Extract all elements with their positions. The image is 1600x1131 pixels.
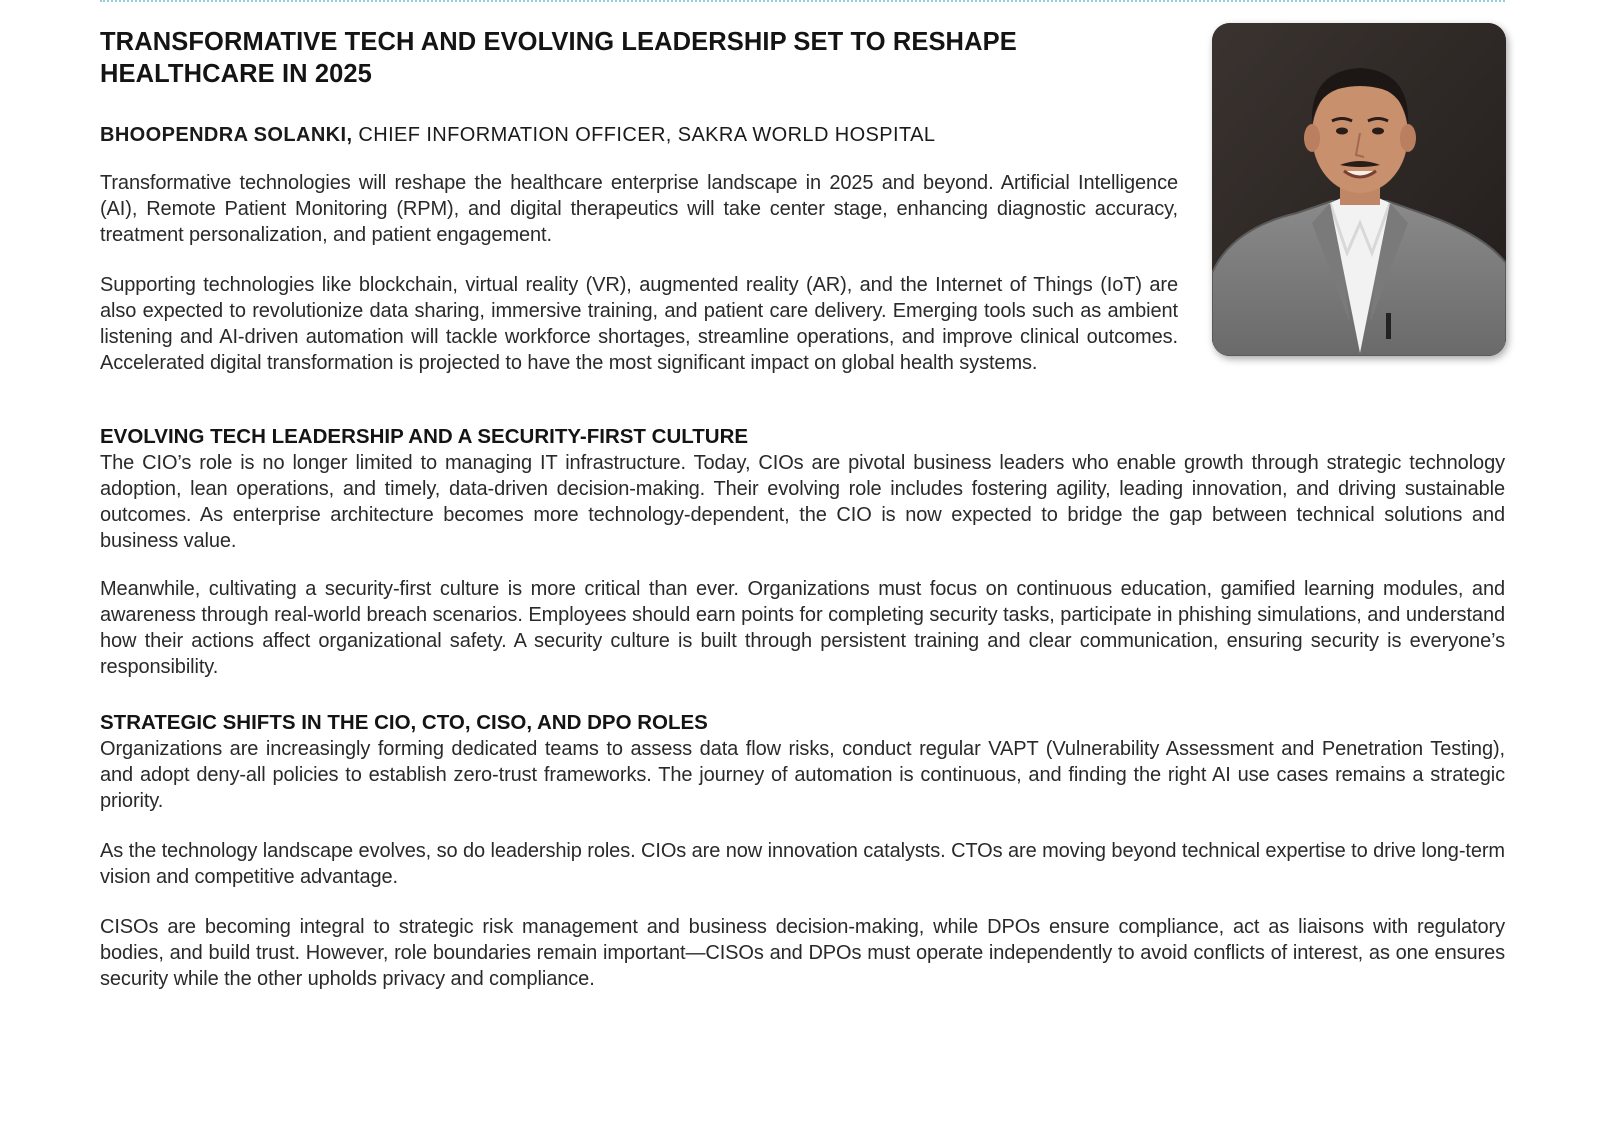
leadership-paragraph-1: The CIO’s role is no longer limited to managing IT infrastructure. Today, CIOs are pivotal business leaders who enable growth through strategic technology adoption, lean operations, and timely, data-driven decision-making. Their evolving role includes fostering agility, leading innovation, and driving sustainable outcomes. As enterprise architecture becomes more technology-dependent, the CIO is now expected to bridge the gap between technical solutions and business value. xyxy=(100,452,1505,552)
section-heading-leadership: EVOLVING TECH LEADERSHIP AND A SECURITY-FIRST CULTURE xyxy=(100,425,749,448)
intro-paragraph-1: Transformative technologies will reshape the healthcare enterprise landscape in 2025 and beyond. Artificial Intelligence (AI), Remote Patient Monitoring (RPM), and digital therapeutics will take center stage, enhancing diagnostic accuracy, treatment personalization, and patient engagement. xyxy=(100,172,1178,246)
article-title: TRANSFORMATIVE TECH AND EVOLVING LEADERSHIP SET TO RESHAPE HEALTHCARE IN 2025 xyxy=(100,28,1017,88)
leadership-paragraph-2: Meanwhile, cultivating a security-first culture is more critical than ever. Organizations must focus on continuous education, gamified learning modules, and awareness through real-world breach scenarios. Employees should earn points for completing security tasks, participate in phishing simulations, and understand how their actions affect organizational safety. A security culture is built through persistent training and clear communication, ensuring security is everyone’s responsibility. xyxy=(100,578,1505,678)
strategic-paragraph-1: Organizations are increasingly forming dedicated teams to assess data flow risks, conduct regular VAPT (Vulnerability Assessment and Penetration Testing), and adopt deny-all policies to establish zero-trust frameworks. The journey of automation is continuous, and finding the right AI use cases remains a strategic priority. xyxy=(100,738,1505,812)
author-role: CHIEF INFORMATION OFFICER, SAKRA WORLD HOSPITAL xyxy=(352,124,936,146)
author-byline xyxy=(100,122,935,148)
author-portrait xyxy=(1212,23,1506,356)
strategic-paragraph-2: As the technology landscape evolves, so do leadership roles. CIOs are now innovation catalysts. CTOs are moving beyond technical expertise to drive long-term vision and competitive advantage. xyxy=(100,840,1505,888)
section-heading-strategic-shifts: STRATEGIC SHIFTS IN THE CIO, CTO, CISO, AND DPO ROLES xyxy=(100,711,708,734)
intro-paragraph-2: Supporting technologies like blockchain, virtual reality (VR), augmented reality (AR), and the Internet of Things (IoT) are also expected to revolutionize data sharing, immersive training, and patient care delivery. Emerging tools such as ambient listening and AI-driven automation will tackle workforce shortages, streamline operations, and improve clinical outcomes. Accelerated digital transformation is projected to have the most significant impact on global health systems. xyxy=(100,274,1178,374)
author-name: BHOOPENDRA SOLANKI, xyxy=(100,124,353,146)
top-dotted-rule xyxy=(100,0,1505,2)
strategic-paragraph-3: CISOs are becoming integral to strategic risk management and business decision-making, while DPOs ensure compliance, act as liaisons with regulatory bodies, and build trust. However, role boundaries remain important—CISOs and DPOs must operate independently to avoid conflicts of interest, as one ensures security while the other upholds privacy and compliance. xyxy=(100,916,1505,990)
